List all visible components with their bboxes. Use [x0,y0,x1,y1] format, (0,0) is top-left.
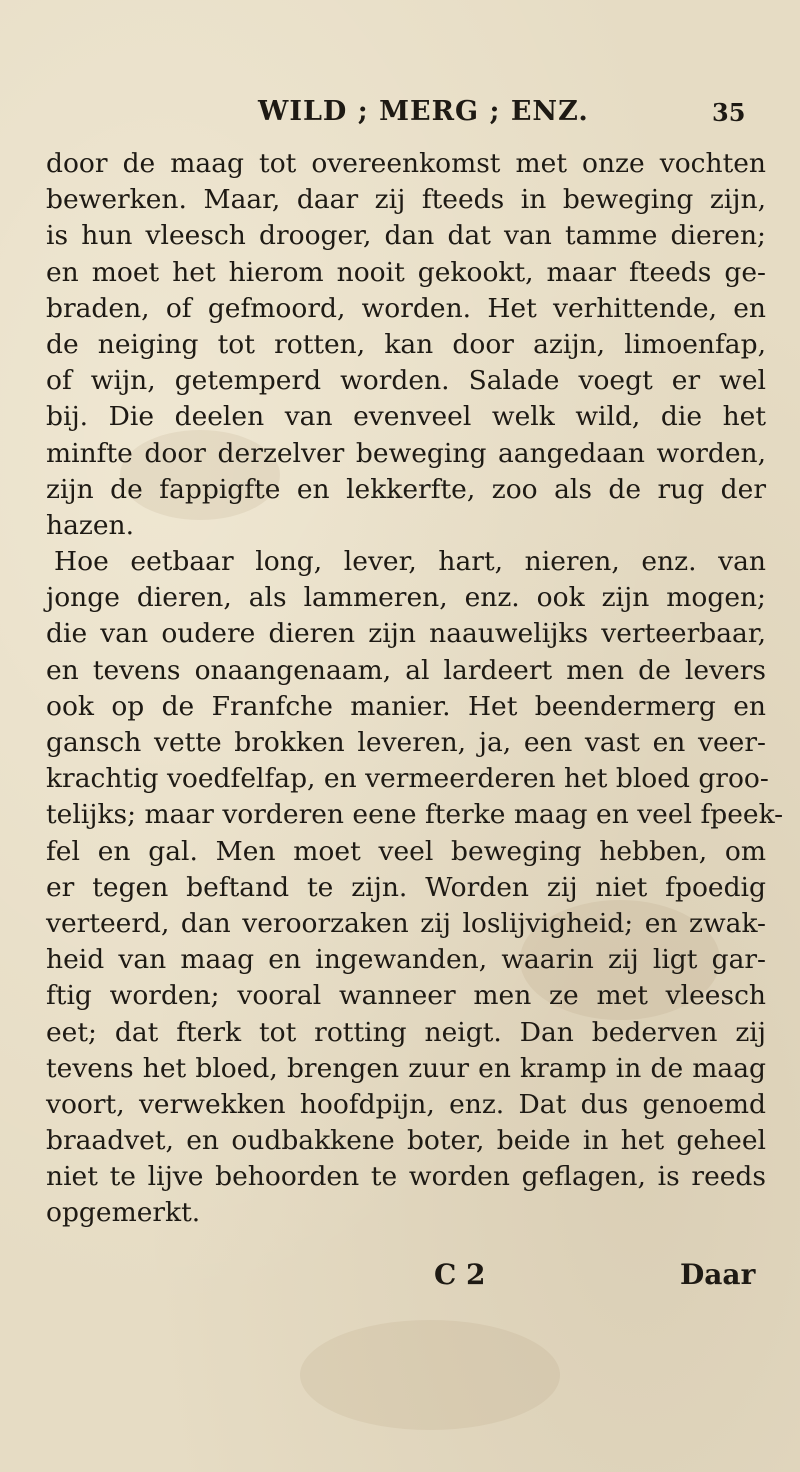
text-line: jonge dieren, als lammeren, enz. ook zijn mogen; [46,582,766,614]
page-number: 35 [712,98,746,127]
catchword: Daar [680,1258,756,1291]
text-line: opgemerkt. [46,1197,201,1229]
text-line: ook op de Franfche manier. Het beendermerg en [46,690,766,722]
text-line: tevens het bloed, brengen zuur en kramp in de maag [46,1052,766,1084]
text-line: Hoe eetbaar long, lever, hart, nieren, enz. van [54,546,766,578]
text-line: bewerken. Maar, daar zij fteeds in beweging zijn, [46,184,766,216]
text-line: telijks; maar vorderen eene fterke maag en veel fpeek- [46,799,784,831]
text-line: eet; dat fterk tot rotting neigt. Dan bederven zij [46,1016,766,1048]
text-line: en tevens onaangenaam, al lardeert men de levers [46,654,766,686]
body-text [46,146,784,1232]
text-line: ftig worden; vooral wanneer men ze met vleesch [46,980,766,1012]
text-line: of wijn, getemperd worden. Salade voegt er wel [46,365,766,397]
text-line: niet te lijve behoorden te worden geflagen, is reeds [46,1161,766,1193]
text-line: braadvet, en oudbakkene boter, beide in het geheel [46,1125,766,1157]
text-line: krachtig voedfelfap, en vermeerderen het bloed groo- [46,763,769,795]
text-line: minfte door derzelver beweging aangedaan worden, [46,437,766,469]
text-line: bij. Die deelen van evenveel welk wild, die het [46,401,766,433]
text-line: braden, of gefmoord, worden. Het verhittende, en [46,292,766,324]
text-line: die van oudere dieren zijn naauwelijks verteerbaar, [46,618,766,650]
paper-stain [300,1320,560,1430]
text-line: gansch vette brokken leveren, ja, een vast en veer- [46,727,766,758]
text-line: voort, verwekken hoofdpijn, enz. Dat dus genoemd [46,1088,766,1120]
text-line: hazen. [46,509,135,541]
text-line: heid van maag en ingewanden, waarin zij ligt gar- [46,944,766,976]
text-line: er tegen beftand te zijn. Worden zij niet fpoedig [46,871,766,903]
text-line: verteerd, dan veroorzaken zij loslijvigheid; en zwak- [46,907,766,939]
text-line: fel en gal. Men moet veel beweging hebben, om [46,835,766,867]
text-line: de neiging tot rotten, kan door azijn, limoenfap, [46,328,766,360]
text-line: zijn de fappigfte en lekkerfte, zoo als de rug der [46,473,766,505]
signature-mark: C 2 [434,1258,486,1291]
text-line: en moet het hierom nooit gekookt, maar fteeds ge- [46,256,766,288]
text-line: is hun vleesch drooger, dan dat van tamme dieren; [46,220,766,252]
text-line: door de maag tot overeenkomst met onze vochten [46,148,766,179]
running-head: WILD ; MERG ; ENZ. [258,96,589,127]
